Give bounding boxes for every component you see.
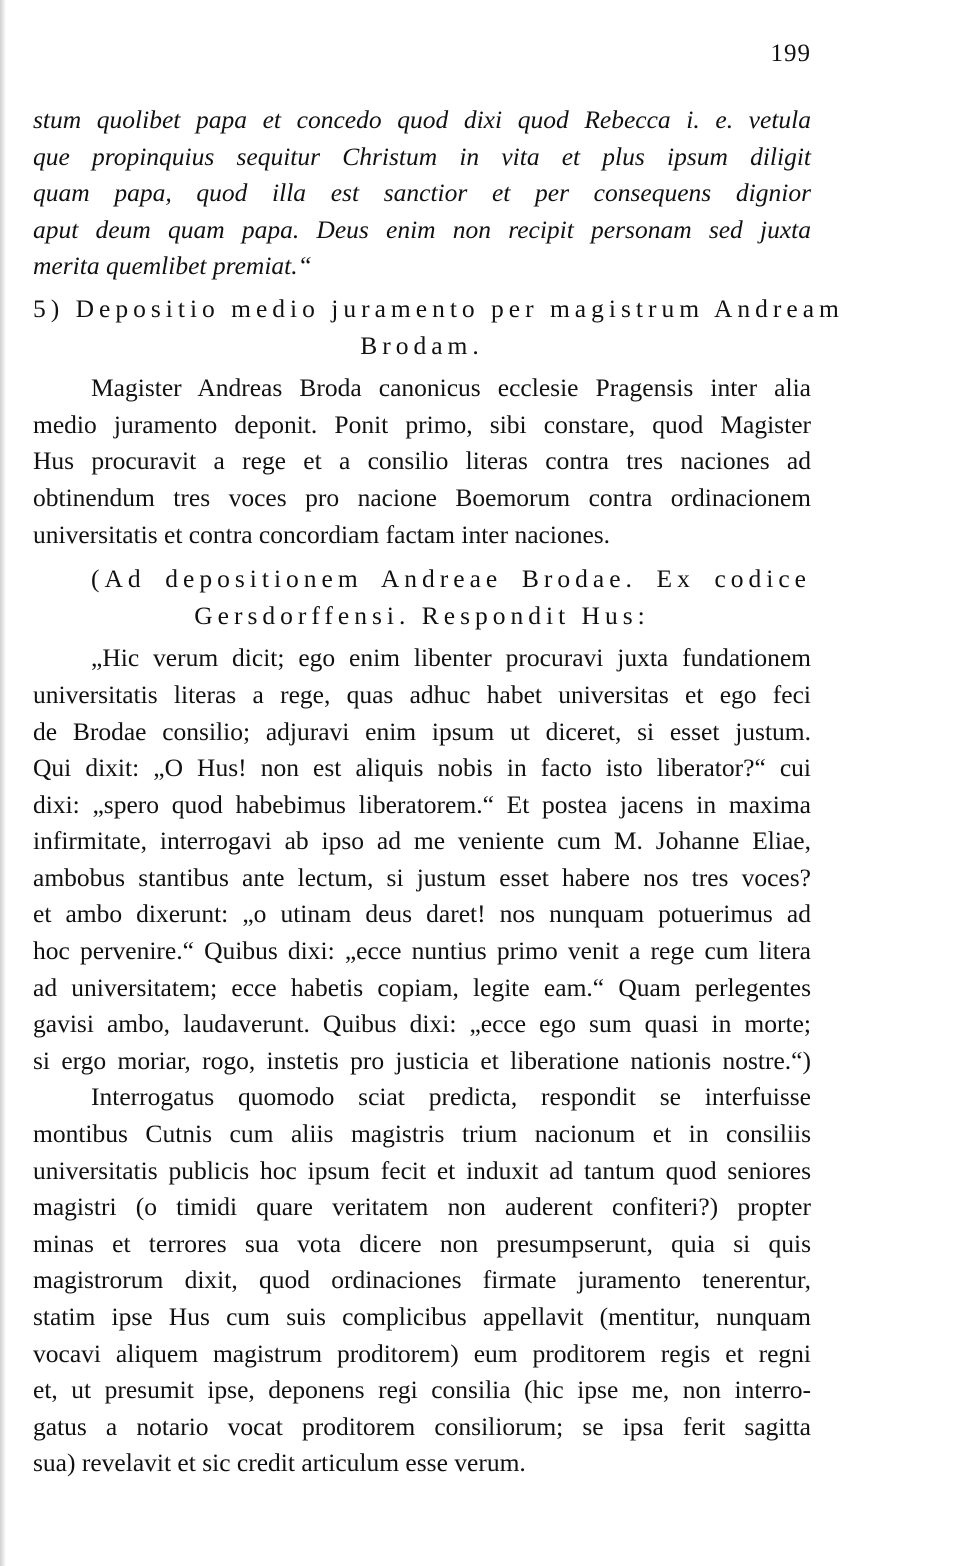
text-line: hoc pervenire.“ Quibus dixi: „ecce nuntius primo venit a rege cum litera (33, 936, 811, 966)
text-line: medio juramento deponit. Ponit primo, sibi constare, quod Magister (33, 409, 811, 439)
text-line: aput deum quam papa. Deus enim non recipit personam sed juxta (33, 214, 811, 244)
text-line: statim ipse Hus cum suis complicibus appellavit (mentitur, nunquam (33, 1302, 811, 1331)
section-heading-5 (33, 291, 844, 364)
text-line: gatus a notario vocat proditorem consiliorum; se ipsa ferit sagitta (33, 1411, 811, 1441)
text-line: montibus Cutnis cum aliis magistris trium nacionum et in consiliis (33, 1119, 811, 1149)
text-line: ad universitatem; ecce habetis copiam, legite eam.“ Quam perlegentes (33, 972, 811, 1002)
text-line: merita quemlibet premiat.“ (33, 251, 312, 281)
paragraph-interrogatus (33, 1079, 811, 1482)
text-line: obtinendum tres voces pro nacione Boemorum contra ordinacionem (33, 482, 811, 512)
text-line: „Hic verum dicit; ego enim libenter procuravi juxta fundationem (91, 643, 811, 673)
text-line: quam papa, quod illa est sanctior et per consequens dignior (33, 178, 811, 208)
text-line: universitatis publicis hoc ipsum fecit et induxit ad tantum quod seniores (33, 1155, 811, 1185)
text-line: universitatis et contra concordiam factam inter naciones. (33, 519, 611, 549)
heading-line: 5) Depositio medio juramento per magistrum Andream (33, 293, 844, 323)
heading-line: Gersdorffensi. Respondit Hus: (194, 600, 650, 630)
text-line: que propinquius sequitur Christum in vita et plus ipsum diligit (33, 141, 811, 171)
text-line: vocavi aliquem magistrum proditorem) eum proditorem regis et regni (33, 1338, 811, 1368)
text-line: et ambo dixerunt: „o utinam deus daret! nos nunquam potuerimus ad (33, 899, 811, 929)
text-line: Magister Andreas Broda canonicus ecclesie Pragensis inter alia (91, 373, 811, 403)
page-number: 199 (770, 40, 811, 67)
scan-edge-shadow (0, 0, 6, 1566)
paragraph-broda (33, 370, 811, 553)
text-line: infirmitate, interrogavi ab ipso ad me veniente cum M. Johanne Eliae, (33, 826, 811, 856)
heading-line: Brodam. (360, 330, 484, 360)
text-line: si ergo moriar, rogo, instetis pro justicia et liberatione nationis nostre.“) (33, 1045, 811, 1075)
text-line: sua) revelavit et sic credit articulum esse verum. (33, 1448, 526, 1478)
heading-line: (Ad depositionem Andreae Brodae. Ex codice (91, 564, 811, 594)
page-text (33, 102, 844, 1482)
text-line: ambobus stantibus ante lectum, si justum esset habere nos tres voces? (33, 862, 811, 892)
text-line: universitatis literas a rege, quas adhuc habet universitas et ego feci (33, 679, 811, 709)
text-line: stum quolibet papa et concedo quod dixi quod Rebecca i. e. vetula (33, 105, 811, 134)
response-hus (33, 640, 811, 1079)
text-line: et, ut presumit ipse, deponens regi consilia (hic ipse me, non interro- (33, 1375, 811, 1405)
text-line: dixi: „spero quod habebimus liberatorem.“ Et postea jacens in maxima (33, 789, 811, 819)
section-heading-ad (33, 561, 811, 634)
text-line: magistrorum dixit, quod ordinaciones firmate juramento tenerentur, (33, 1265, 811, 1295)
text-line: magistri (o timidi quare veritatem non auderent confiteri?) propter (33, 1192, 811, 1222)
text-line: minas et terrores sua vota dicere non presumpserunt, quia si quis (33, 1228, 811, 1258)
text-line: Interrogatus quomodo sciat predicta, respondit se interfuisse (91, 1082, 811, 1112)
text-line: gavisi ambo, laudaverunt. Quibus dixi: „ecce ego sum quasi in morte; (33, 1009, 811, 1039)
text-line: de Brodae consilio; adjuravi enim ipsum ut diceret, si esset justum. (33, 716, 811, 746)
text-line: Qui dixit: „O Hus! non est aliquis nobis in facto isto liberator?“ cui (33, 753, 811, 783)
text-line: Hus procuravit a rege et a consilio literas contra tres naciones ad (33, 446, 811, 476)
italic-quote (33, 102, 811, 285)
